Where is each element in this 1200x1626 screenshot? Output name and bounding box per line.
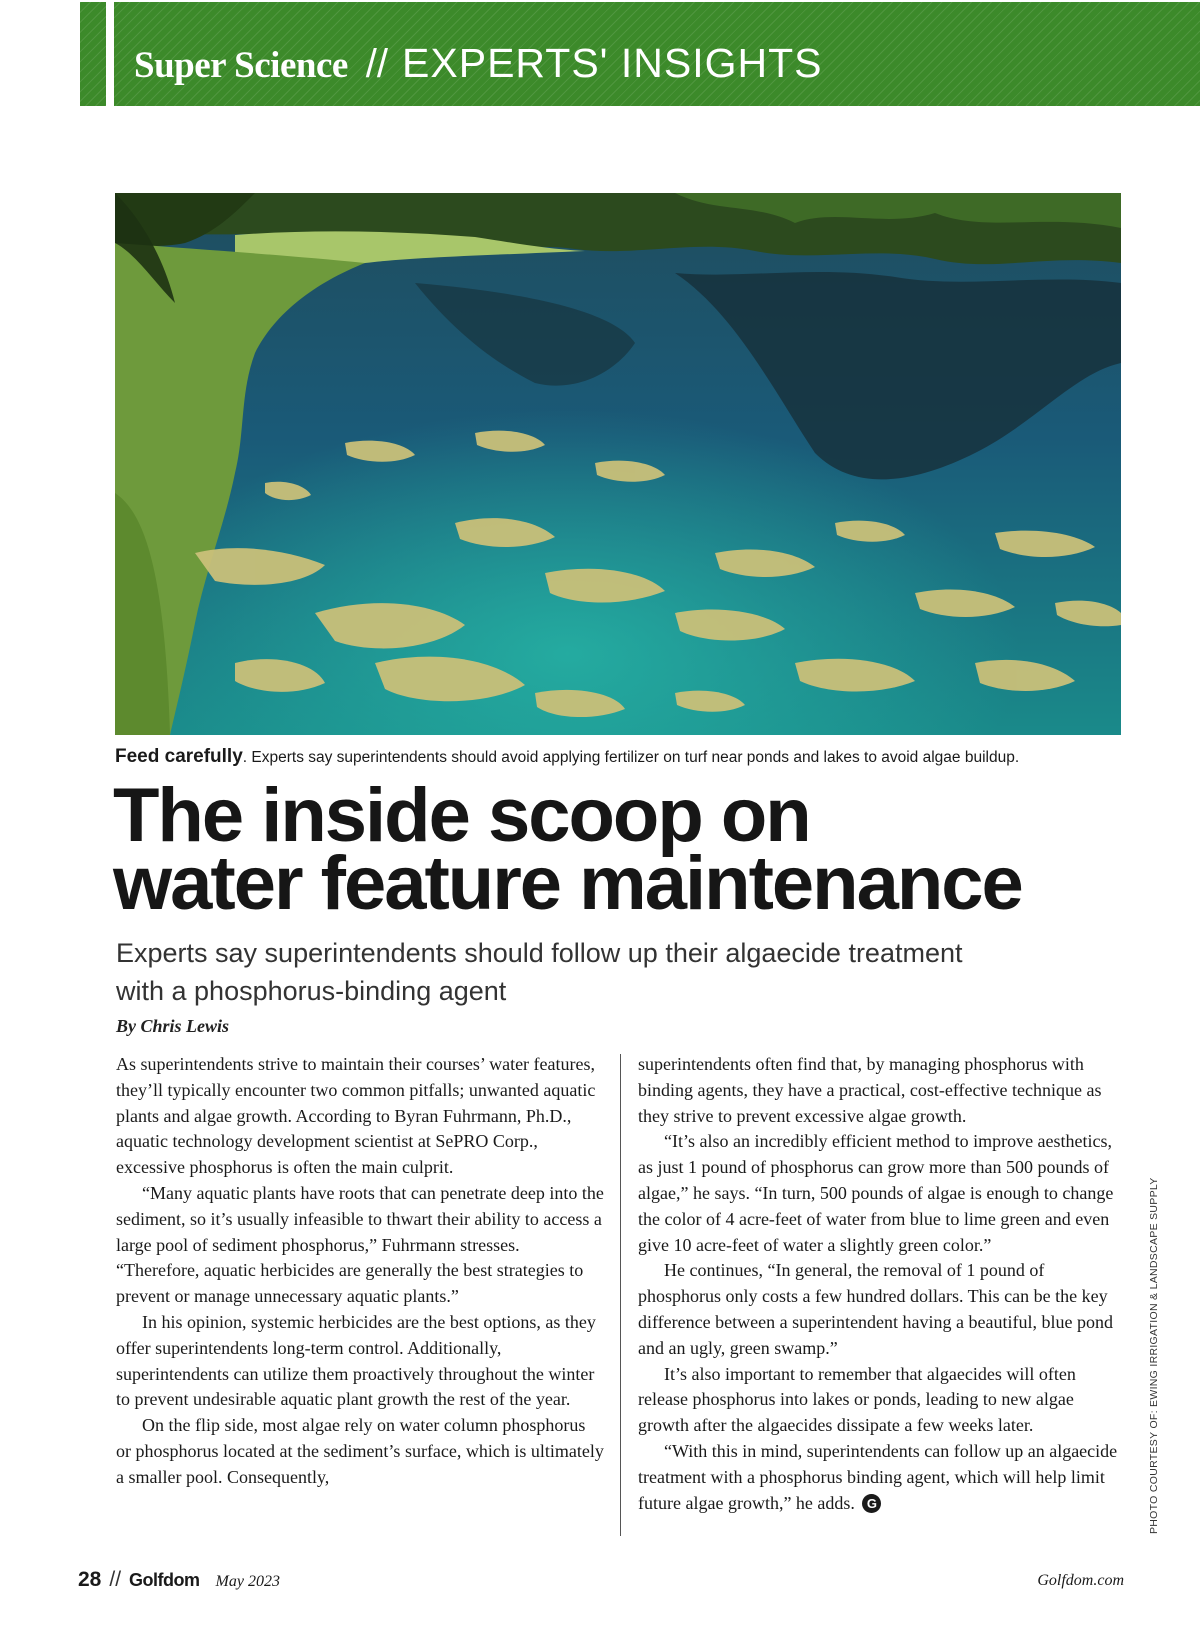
photo-credit: PHOTO COURTESY OF: EWING IRRIGATION & LANDSCAPE SUPPLY bbox=[1148, 1177, 1160, 1534]
body-column-2 bbox=[638, 1052, 1124, 1516]
header-divider-stripe bbox=[106, 2, 114, 106]
page-footer bbox=[78, 1568, 280, 1592]
photo-caption bbox=[115, 746, 1125, 768]
article-dek: Experts say superintendents should follow up their algaecide treatment with a phosphorus-binding agent bbox=[116, 938, 963, 1006]
pond-photo bbox=[115, 193, 1121, 735]
footer-divider: // bbox=[109, 1568, 122, 1591]
issue-date: May 2023 bbox=[215, 1573, 280, 1590]
header-divider: // bbox=[365, 42, 389, 86]
body-paragraph: He continues, “In general, the removal of 1 pound of phosphorus only costs a few hundred dollars. This can be the key difference between a superintendent having a beautiful, blue pond and an ugly, green swamp.” bbox=[638, 1260, 1113, 1358]
body-paragraph: As superintendents strive to maintain their courses’ water features, they’ll typically encounter two common pitfalls; unwanted aquatic plants and algae growth. According to Byran Fuhrmann, Ph.D., aquatic technology development scientist at SePRO Corp., excessive phosphorus is often the main culprit. bbox=[116, 1054, 596, 1178]
subsection-title: EXPERTS' INSIGHTS bbox=[402, 40, 823, 86]
website-url: Golfdom.com bbox=[1037, 1572, 1124, 1589]
body-paragraph-last bbox=[638, 1439, 1124, 1516]
byline: By Chris Lewis bbox=[116, 1016, 230, 1036]
body-paragraph: “Many aquatic plants have roots that can penetrate deep into the sediment, so it’s usually infeasible to thwart their ability to access a large pool of sediment phosphorus,” Fuhrmann stresses. “Therefore, aquatic herbicides are generally the best strategies to prevent or manage unnecessary aquatic plants.” bbox=[116, 1182, 604, 1307]
body-paragraph-text: “With this in mind, superintendents can follow up an algaecide treatment with a phosphorus binding agent, which will help limit future algae growth,” he adds. bbox=[638, 1440, 1118, 1513]
body-paragraph: superintendents often find that, by managing phosphorus with binding agents, they have a practical, cost-effective technique as they strive to prevent excessive algae growth. bbox=[638, 1054, 1102, 1126]
article-headline bbox=[113, 773, 1123, 926]
end-mark-icon: G bbox=[862, 1494, 881, 1513]
section-title: Super Science bbox=[134, 45, 348, 86]
body-paragraph: On the flip side, most algae rely on water column phosphorus or phosphorus located at the sediment’s surface, which is ultimately a smaller pool. Consequently, bbox=[116, 1415, 604, 1487]
section-header bbox=[134, 40, 823, 100]
magazine-name: Golfdom bbox=[129, 1570, 200, 1590]
body-paragraph: In his opinion, systemic herbicides are the best options, as they offer superintendents long-term control. Additionally, superintendents can utilize them proactively throughout the winter to prevent undesirable aquatic plant growth the rest of the year. bbox=[116, 1311, 596, 1410]
headline-line-2: water feature maintenance bbox=[113, 841, 1022, 926]
body-column-1 bbox=[116, 1052, 604, 1491]
column-divider bbox=[620, 1054, 621, 1536]
body-paragraph: It’s also important to remember that algaecides will often release phosphorus into lakes or ponds, leading to new algae growth after the algaecides dissipate a few weeks later. bbox=[638, 1363, 1076, 1436]
body-paragraph: “It’s also an incredibly efficient method to improve aesthetics, as just 1 pound of phosphorus can grow more than 500 pounds of algae,” he says. “In turn, 500 pounds of algae is enough to change the color of 4 acre-feet of water from blue to lime green and even give 10 acre-feet of water a slightly green color.” bbox=[638, 1131, 1114, 1255]
pond-photo-icon bbox=[115, 193, 1121, 735]
page-number: 28 bbox=[78, 1568, 102, 1591]
headline-line-1: The inside scoop on bbox=[113, 773, 810, 858]
caption-text: . Experts say superintendents should avoid applying fertilizer on turf near ponds and lakes to avoid algae buildup. bbox=[242, 749, 1020, 766]
caption-lead: Feed carefully bbox=[115, 746, 243, 767]
